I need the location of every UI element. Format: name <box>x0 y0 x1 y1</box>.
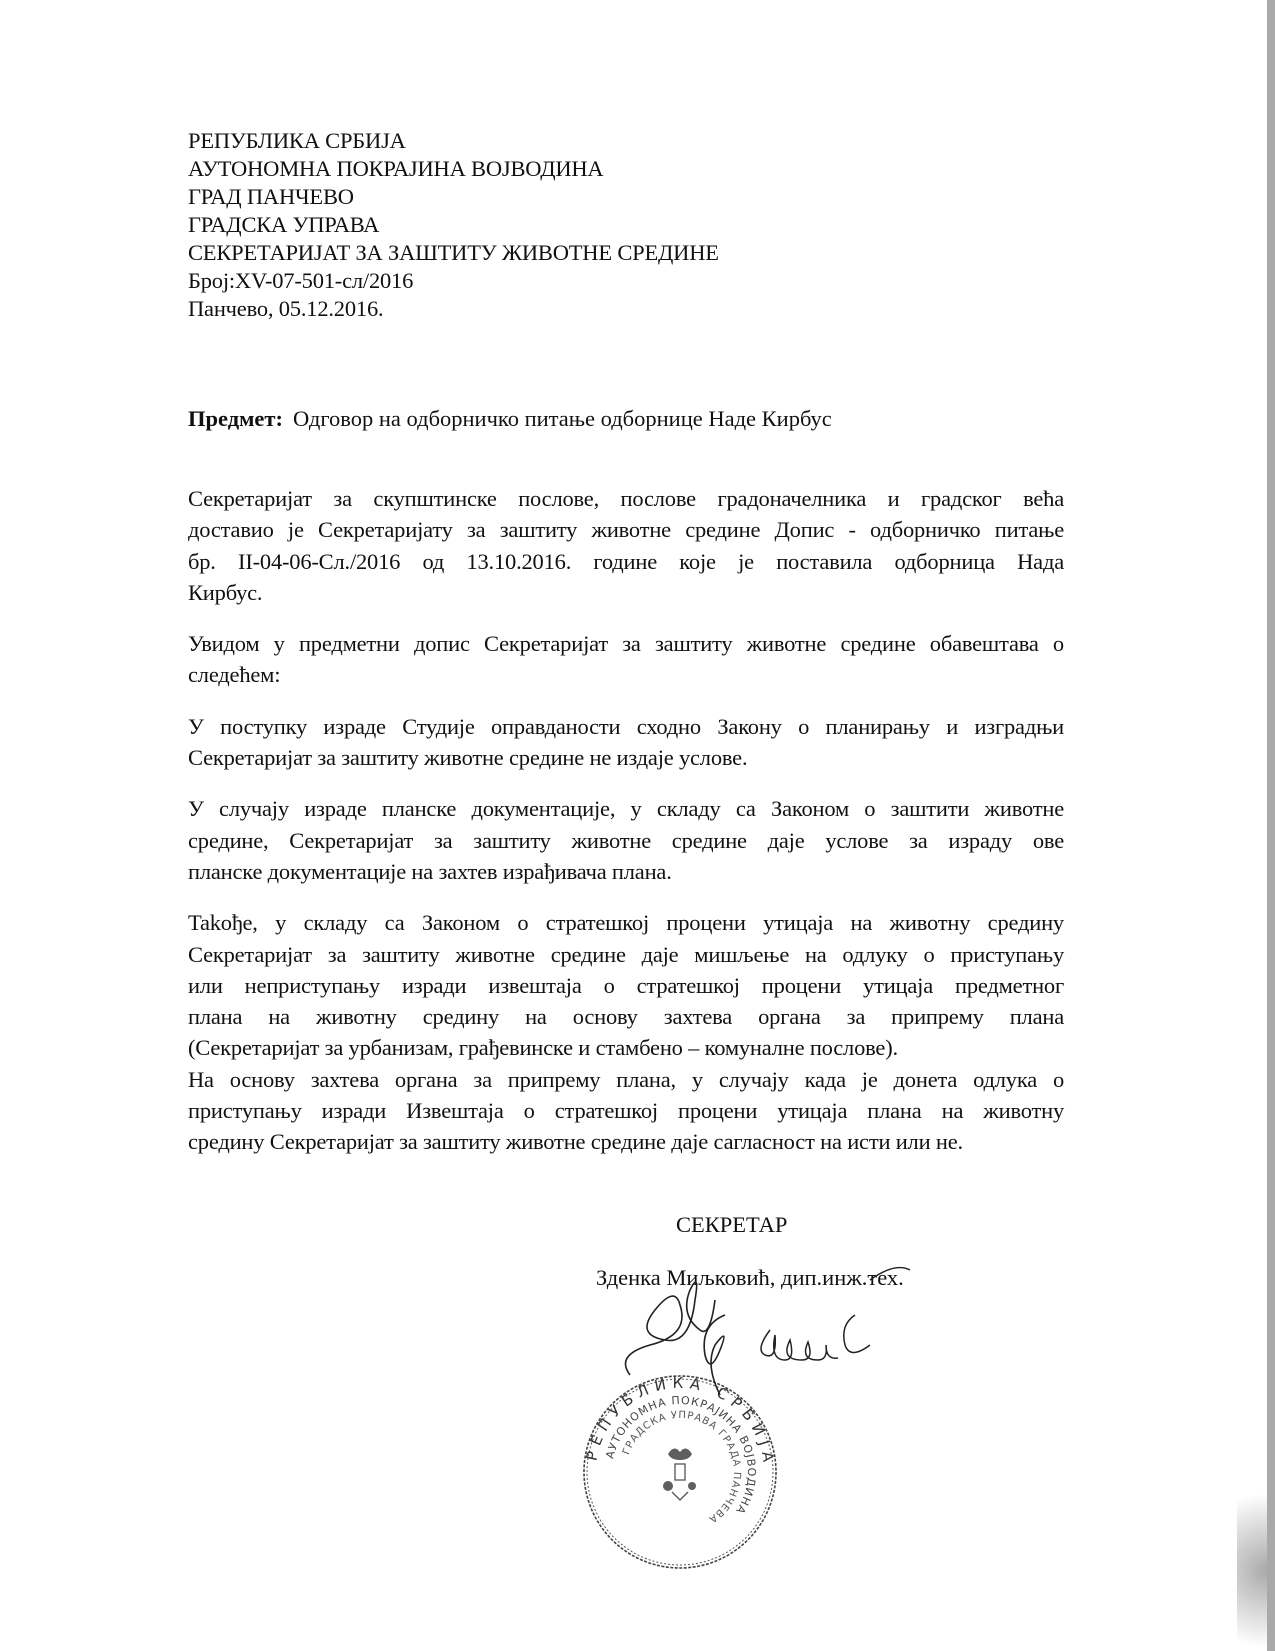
paragraph-line: доставио је Секретаријату за заштиту животне средине Допис - одборничко питање <box>188 517 1064 543</box>
paragraph-line: Кирбус. <box>188 579 263 605</box>
paragraph-line: плана на животну средину на основу захтева органа за припрему плана <box>188 1004 1064 1030</box>
paragraph-line: или неприступању изради извештаја о стратешкој процени утицаја предметног <box>188 972 1064 998</box>
signature-title: СЕКРЕТАР <box>676 1212 788 1237</box>
paragraph <box>188 793 1064 887</box>
subject-text: Одговор на одборничко питање одборнице Наде Кирбус <box>292 406 832 431</box>
paragraph <box>188 483 1064 608</box>
letter-body <box>188 483 1064 1158</box>
stamp-outer-text: РЕПУБЛИКА СРБИЈА <box>582 1373 779 1469</box>
signature-name: Зденка Миљковић, дип.инж.тех. <box>596 1265 904 1290</box>
paragraph-line: Секретаријат за заштиту животне средине даје мишљење на одлуку о приступању <box>188 941 1064 967</box>
paragraph <box>188 628 1064 691</box>
letterhead-city: ГРАД ПАНЧЕВО <box>188 184 354 209</box>
letterhead-administration: ГРАДСКА УПРАВА <box>188 212 380 237</box>
paragraph-line: У поступку израде Студије оправданости сходно Закону о планирању и изградњи <box>188 713 1064 739</box>
paragraph-line: Takoђе, у складу са Законом о стратешкој процени утицаја на животну средину <box>188 910 1064 936</box>
document-number: Број:XV-07-501-сл/2016 <box>188 268 414 293</box>
paragraph-line: Секретаријат за заштиту животне средине не издаје услове. <box>188 745 748 771</box>
paragraph-line: следећем: <box>188 662 281 688</box>
paragraph <box>188 711 1064 774</box>
letterhead-republic: РЕПУБЛИКА СРБИЈА <box>188 128 406 153</box>
stamp-middle-text: АУТОНОМНА ПОКРАЈИНА ВОЈВОДИНА <box>603 1393 759 1517</box>
paragraph-line: бр. II-04-06-Сл./2016 од 13.10.2016. године које је поставила одборница Нада <box>188 548 1064 574</box>
paragraph-line: (Секретаријат за урбанизам, грађевинске и стамбено – комуналне послове). <box>188 1035 898 1061</box>
letterhead-secretariat: СЕКРЕТАРИЈАТ ЗА ЗАШТИТУ ЖИВОТНЕ СРЕДИНЕ <box>188 240 719 265</box>
subject-label: Предмет: <box>188 406 283 431</box>
letterhead-province: АУТОНОМНА ПОКРАЈИНА ВОЈВОДИНА <box>188 156 604 181</box>
paragraph <box>188 907 1064 1157</box>
paragraph-line: средине, Секретаријат за заштиту животне средине даје услове за израду ове <box>188 827 1064 853</box>
paragraph-line: Секретаријат за скупштинске послове, послове градоначелника и градског већа <box>188 486 1064 511</box>
paragraph-line: планске документације на захтев израђивача плана. <box>188 858 672 884</box>
paragraph-line: приступању изради Извештаја о стратешкој процени утицаја плана на животну <box>188 1098 1064 1124</box>
paragraph-line: Увидом у предметни допис Секретаријат за заштиту животне средине обавештава о <box>188 631 1064 657</box>
paragraph-line: На основу захтева органа за припрему плана, у случају када је донета одлука о <box>188 1066 1064 1092</box>
scan-edge-band <box>1267 0 1275 1651</box>
document-place-date: Панчево, 05.12.2016. <box>188 296 384 321</box>
paragraph-line: У случају израде планске документације, у складу са Законом о заштити животне <box>188 796 1064 822</box>
scan-edge-speckle <box>1237 1490 1267 1651</box>
stamp-inner-text: ГРАДСКА УПРАВА ГРАДА ПАНЧЕВА <box>621 1409 743 1525</box>
subject-line <box>188 405 832 433</box>
paragraph-line: средину Секретаријат за заштиту животне средине даје сагласност на исти или не. <box>188 1129 963 1155</box>
coat-of-arms-icon <box>663 1448 696 1500</box>
letterhead <box>188 127 719 323</box>
handwritten-signature <box>610 1255 990 1405</box>
